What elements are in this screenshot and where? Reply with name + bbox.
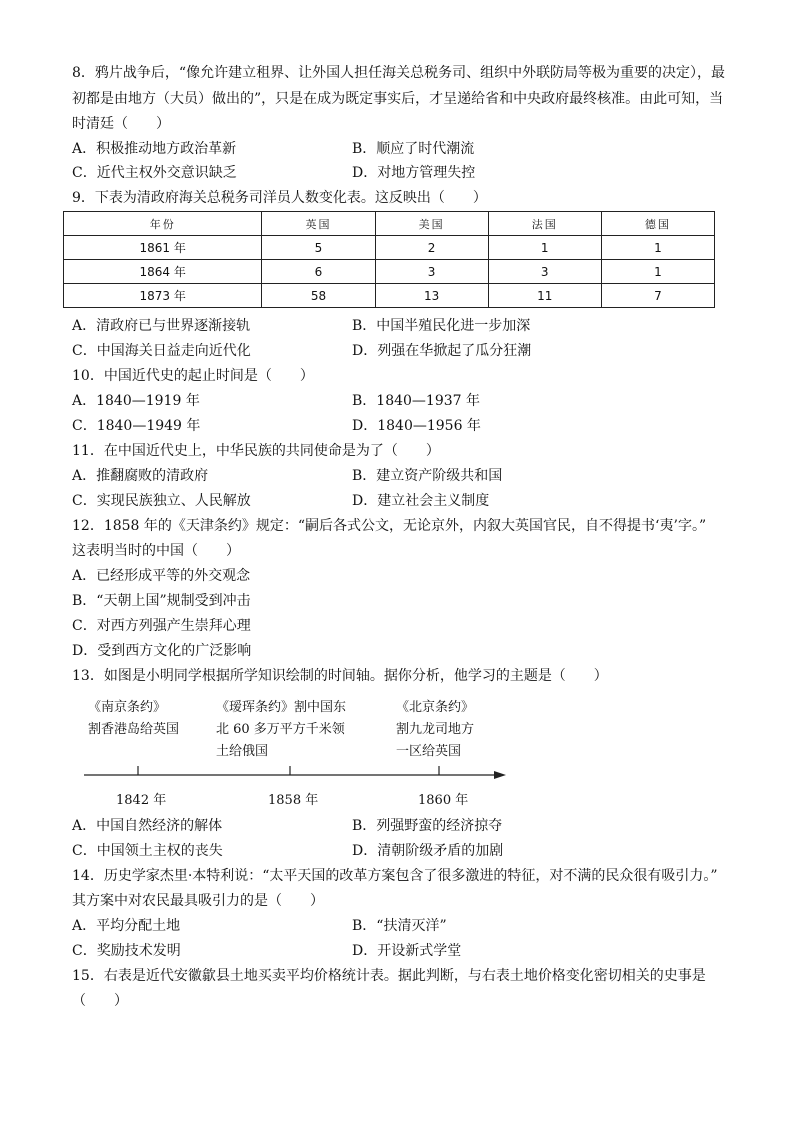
q9-option-d: D．列强在华掀起了瓜分狂潮	[352, 343, 532, 359]
table-cell: 2	[375, 236, 488, 260]
q12-stem-line2: 这表明当时的中国（ ）	[72, 543, 240, 559]
timeline-arrow-icon	[494, 771, 506, 779]
table-cell: 13	[375, 284, 488, 308]
timeline-event-2-line2: 北 60 多万平方千米领	[216, 722, 345, 737]
q8-stem-line3: 时清廷（ ）	[72, 116, 170, 132]
q10-stem: 10．中国近代史的起止时间是（ ）	[72, 368, 314, 384]
q14-option-d: D．开设新式学堂	[352, 943, 462, 959]
timeline-event-1-desc: 割香港岛给英国	[88, 722, 180, 737]
table-cell: 5	[262, 236, 375, 260]
table-header-row	[64, 212, 715, 236]
q8-option-b: B．顺应了时代潮流	[352, 141, 475, 157]
q10-option-a: A．1840—1919 年	[72, 393, 200, 409]
timeline-event-3-line3: 一区给英国	[396, 744, 462, 759]
q15-stem-line2: （ ）	[72, 993, 128, 1009]
q8-option-a: A．积极推动地方政治革新	[72, 141, 237, 157]
table-header: 美国	[375, 212, 488, 236]
table-row	[64, 236, 715, 260]
table-header: 德国	[601, 212, 714, 236]
q11-stem: 11．在中国近代史上，中华民族的共同使命是为了（ ）	[72, 443, 440, 459]
q8-option-c: C．近代主权外交意识缺乏	[72, 165, 237, 181]
q14-stem-line1: 14．历史学家杰里·本特利说：“太平天国的改革方案包含了很多激进的特征，对不满的民众很有吸引力。”	[72, 868, 718, 884]
table-cell: 3	[488, 260, 601, 284]
q9-option-a: A．清政府已与世界逐渐接轨	[72, 318, 251, 334]
table-header: 法国	[488, 212, 601, 236]
q8-stem-line2: 初都是由地方（大员）做出的”，只是在成为既定事实后，才呈递给省和中央政府最终核准。由此可知，当	[72, 91, 724, 107]
q12-option-d: D．受到西方文化的广泛影响	[72, 643, 252, 659]
timeline-year-1858: 1858 年	[268, 793, 319, 808]
q13-option-a: A．中国自然经济的解体	[72, 818, 223, 834]
q12-option-b: B．“天朝上国”规制受到冲击	[72, 593, 251, 609]
q13-option-d: D．清朝阶级矛盾的加剧	[352, 843, 504, 859]
q11-option-c: C．实现民族独立、人民解放	[72, 493, 251, 509]
q8-stem-line1: 8．鸦片战争后，“像允许建立租界、让外国人担任海关总税务司、组织中外联防局等极为重要的决定），最	[72, 65, 726, 81]
table-cell: 1	[601, 236, 714, 260]
q9-table	[63, 211, 715, 308]
table-cell: 1864 年	[64, 260, 262, 284]
timeline-event-1-title: 《南京条约》	[88, 700, 167, 715]
q8-option-d: D．对地方管理失控	[352, 165, 476, 181]
table-cell: 1	[601, 260, 714, 284]
q10-option-c: C．1840—1949 年	[72, 418, 201, 434]
timeline-event-2-line3: 土给俄国	[216, 744, 269, 759]
timeline-event-3	[396, 697, 474, 763]
timeline-event-3-line1: 《北京条约》	[396, 700, 475, 715]
table-row	[64, 260, 715, 284]
q11-option-a: A．推翻腐败的清政府	[72, 468, 209, 484]
table-cell: 58	[262, 284, 375, 308]
q13-option-c: C．中国领土主权的丧失	[72, 843, 223, 859]
timeline-year-1860: 1860 年	[418, 793, 469, 808]
timeline-event-3-line2: 割九龙司地方	[396, 722, 475, 737]
q10-option-b: B．1840—1937 年	[352, 393, 480, 409]
table-cell: 11	[488, 284, 601, 308]
table-cell: 1873 年	[64, 284, 262, 308]
q15-stem-line1: 15．右表是近代安徽歙县土地买卖平均价格统计表。据此判断，与右表土地价格变化密切相关的史事是	[72, 968, 706, 984]
timeline-event-2-line1: 《瑷珲条约》割中国东	[216, 700, 347, 715]
q9-option-c: C．中国海关日益走向近代化	[72, 343, 251, 359]
q13-stem: 13．如图是小明同学根据所学知识绘制的时间轴。据你分析，他学习的主题是（ ）	[72, 668, 608, 684]
q12-option-c: C．对西方列强产生崇拜心理	[72, 618, 251, 634]
q14-option-c: C．奖励技术发明	[72, 943, 181, 959]
q11-option-d: D．建立社会主义制度	[352, 493, 490, 509]
q14-option-a: A．平均分配土地	[72, 918, 181, 934]
timeline-event-1	[88, 697, 179, 741]
q10-option-d: D．1840—1956 年	[352, 418, 481, 434]
table-cell: 3	[375, 260, 488, 284]
q9-option-b: B．中国半殖民化进一步加深	[352, 318, 531, 334]
timeline-year-1842: 1842 年	[116, 793, 167, 808]
q14-stem-line2: 其方案中对农民最具吸引力的是（ ）	[72, 893, 324, 909]
q11-option-b: B．建立资产阶级共和国	[352, 468, 503, 484]
table-header: 英国	[262, 212, 375, 236]
q9-stem: 9．下表为清政府海关总税务司洋员人数变化表。这反映出（ ）	[72, 190, 487, 206]
table-header: 年份	[64, 212, 262, 236]
table-cell: 7	[601, 284, 714, 308]
timeline-axis	[84, 764, 510, 788]
table-cell: 1	[488, 236, 601, 260]
table-cell: 1861 年	[64, 236, 262, 260]
table-row	[64, 284, 715, 308]
q13-option-b: B．列强野蛮的经济掠夺	[352, 818, 503, 834]
q14-option-b: B．“扶清灭洋”	[352, 918, 447, 934]
table-cell: 6	[262, 260, 375, 284]
q12-option-a: A．已经形成平等的外交观念	[72, 568, 251, 584]
timeline-event-2	[216, 697, 346, 763]
q12-stem-line1: 12．1858 年的《天津条约》规定：“嗣后各式公文，无论京外，内叙大英国官民，自不得提书‘夷’字。”	[72, 518, 707, 534]
